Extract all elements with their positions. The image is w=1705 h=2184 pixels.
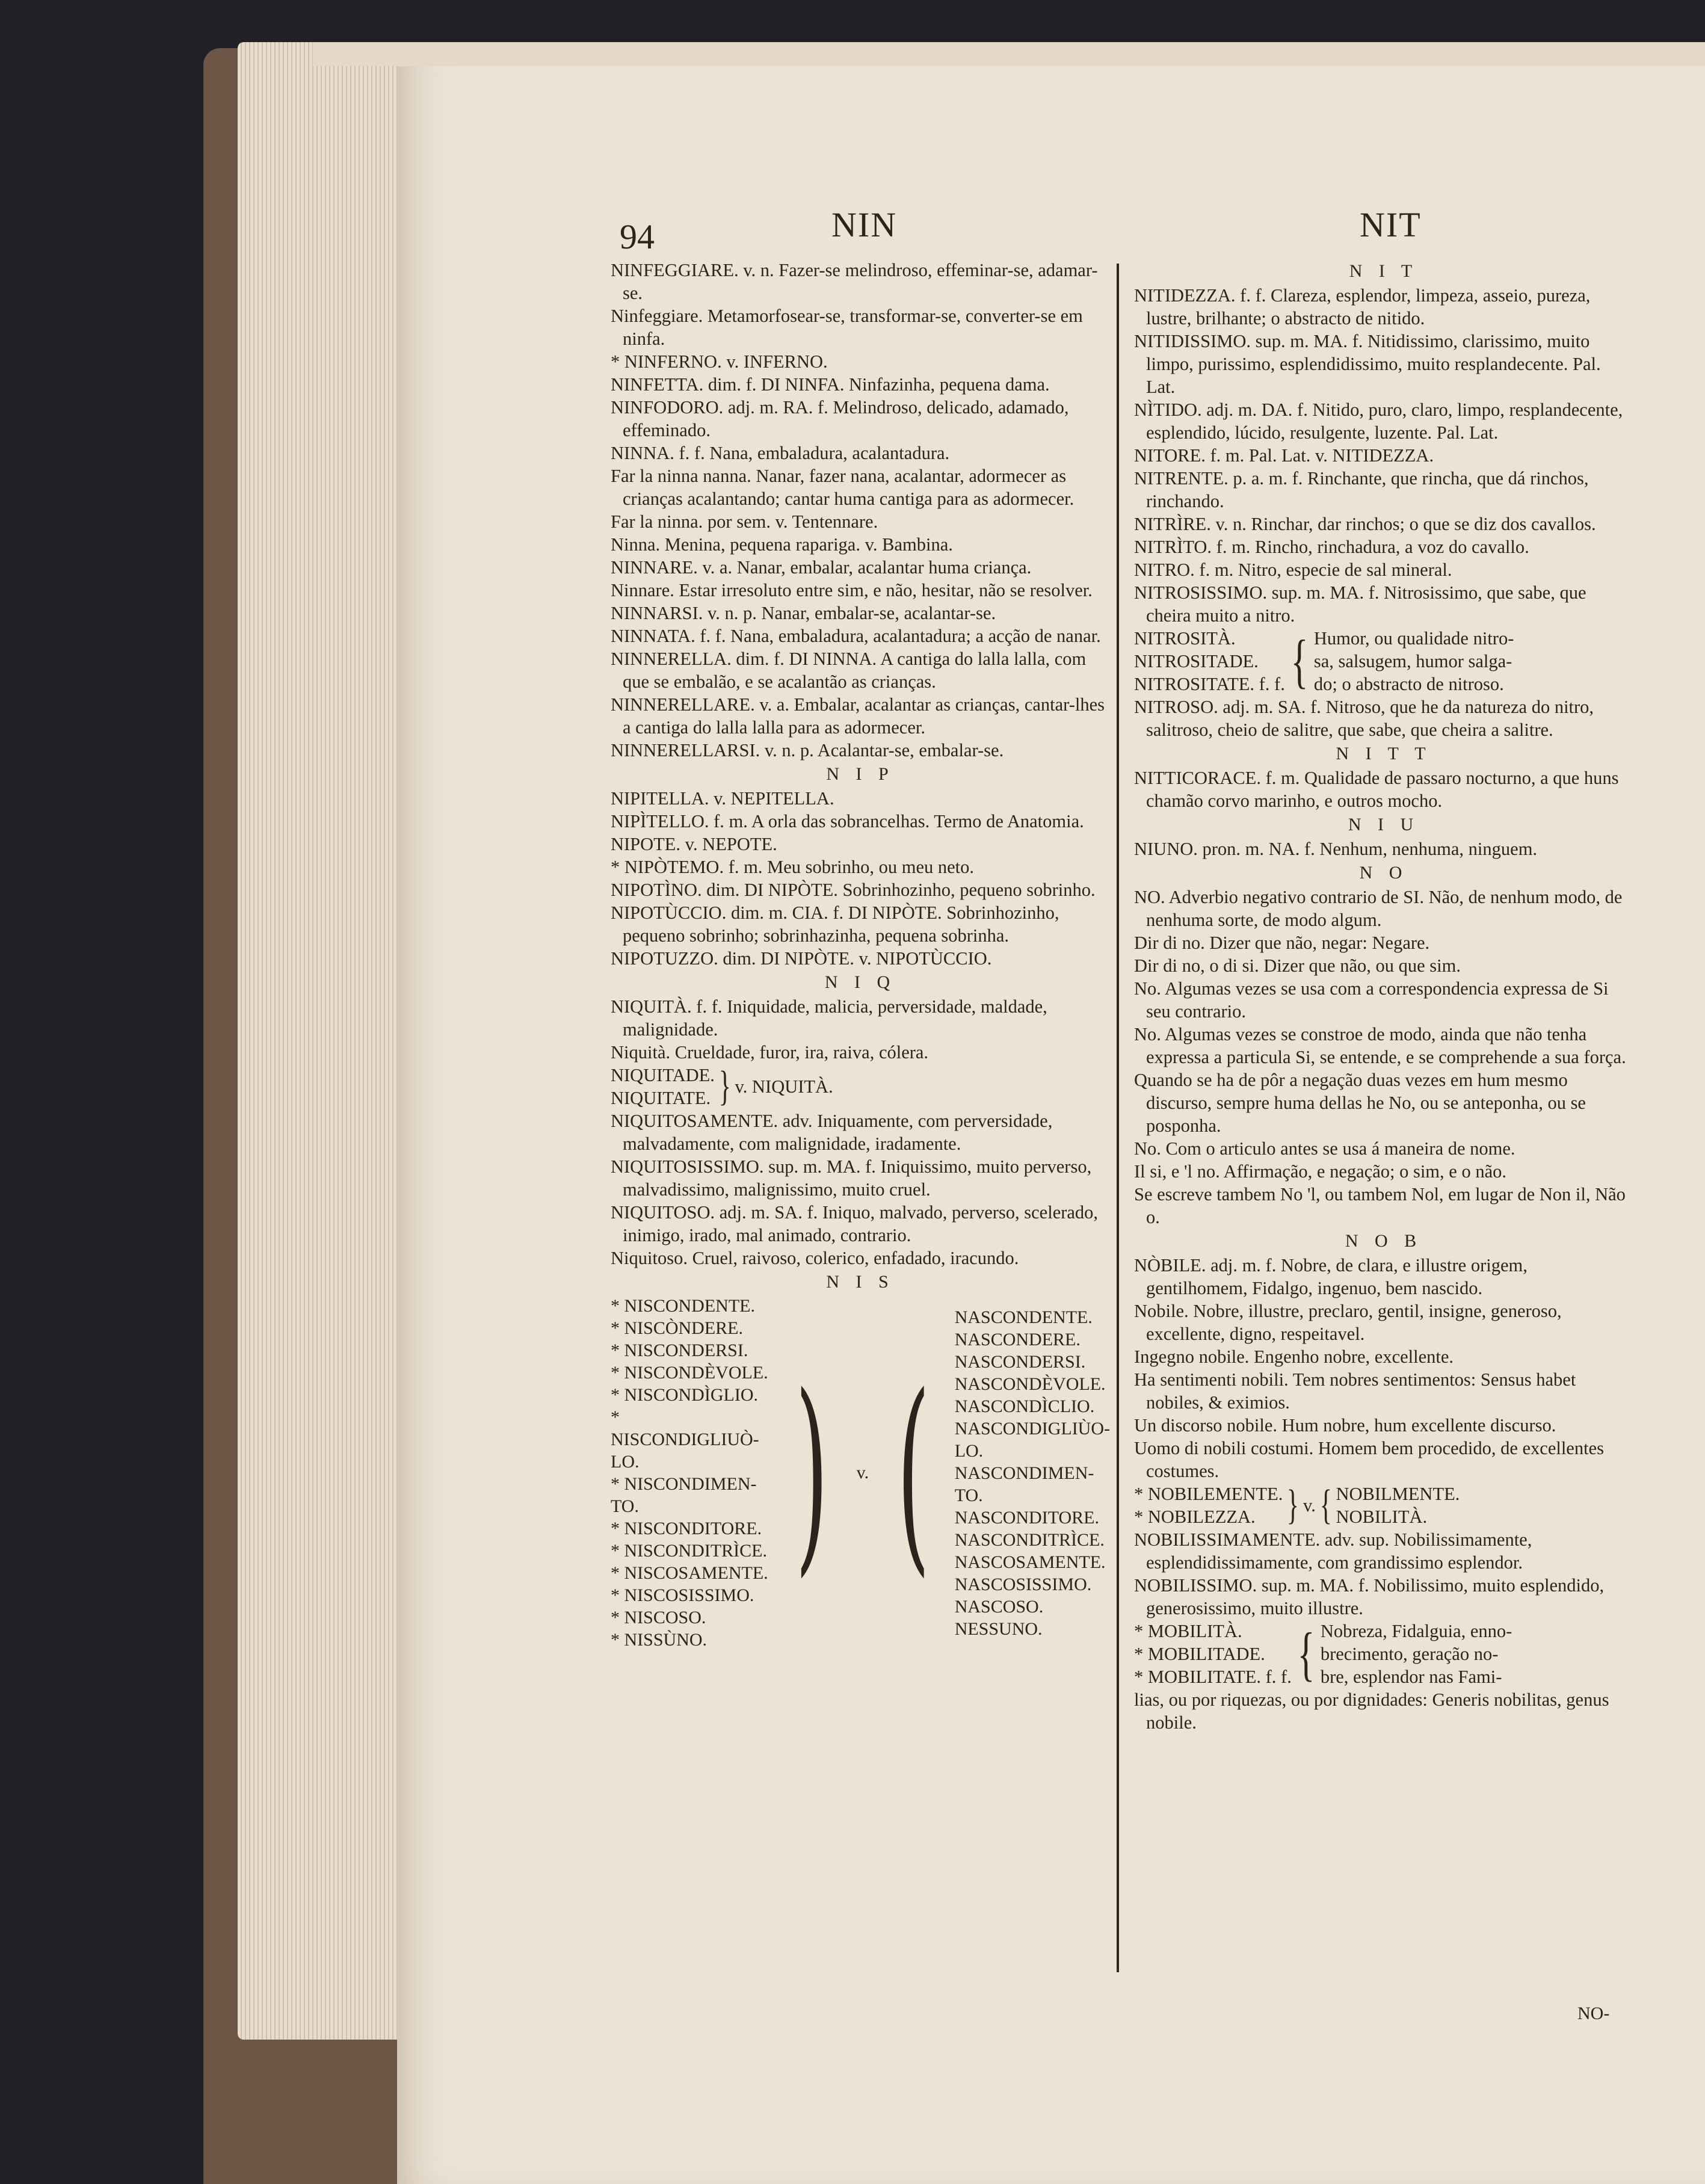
dictionary-entry: NINNARE. v. a. Nanar, embalar, acalantar huma criança. <box>611 557 1032 578</box>
nas-target: NASCONDERSI. <box>954 1351 1086 1372</box>
section-heading: N I T <box>1349 261 1419 281</box>
nis-headword: * NISSÙNO. <box>611 1630 708 1650</box>
brace-targets <box>1336 1482 1460 1528</box>
entries-group <box>1134 767 1633 812</box>
brace: { <box>1297 1620 1315 1687</box>
nis-headword: * NISCONDIMEN- <box>611 1474 757 1494</box>
dictionary-entry: Dir di no, o di si. Dizer que não, ou que sim. <box>1134 955 1461 976</box>
dictionary-entry: NÌTIDO. adj. m. DA. f. Nitido, puro, claro, limpo, resplandecente, esplendido, lúcido, resulgente, luzente. Pal. Lat. <box>1134 399 1623 443</box>
left-brace: ( <box>897 1350 930 1596</box>
dictionary-entry: NIQUITOSAMENTE. adv. Iniquamente, com perversidade, malvadamente, com malignidade, iradamente. <box>611 1111 1053 1154</box>
dictionary-entry: NINNERELLARSI. v. n. p. Acalantar-se, embalar-se. <box>611 740 1004 760</box>
brace-names <box>611 1064 715 1109</box>
headword: NIQUITATE. <box>611 1088 711 1108</box>
nis-cross-reference-table <box>611 1295 1110 1651</box>
nis-headword: TO. <box>611 1496 639 1516</box>
headword: NIQUITADE. <box>611 1065 715 1085</box>
nis-headword: * NISCOSO. <box>611 1608 706 1627</box>
page-number: 94 <box>620 217 655 256</box>
nis-headword: * NISCÒNDERE. <box>611 1318 744 1338</box>
dictionary-entry: NITRÌTO. f. m. Rincho, rinchadura, a voz do cavallo. <box>1134 537 1529 557</box>
column-divider <box>1117 264 1119 1972</box>
nobile-cross-reference <box>1134 1482 1633 1528</box>
definition-line: do; o abstracto de nitroso. <box>1313 674 1504 694</box>
definition-line: brecimento, geração no- <box>1320 1644 1499 1664</box>
dictionary-entry: Un discorso nobile. Hum nobre, hum excellente discurso. <box>1134 1415 1556 1436</box>
dictionary-entry: NÒBILE. adj. m. f. Nobre, de clara, e illustre origem, gentilhomem, Fidalgo, ingenuo, bem nascido. <box>1134 1255 1528 1298</box>
dictionary-entry: NITRO. f. m. Nitro, especie de sal mineral. <box>1134 560 1452 580</box>
nis-headword: * NISCONDITORE. <box>611 1519 762 1538</box>
brace: } <box>1287 1482 1300 1528</box>
nas-targets <box>955 1306 1110 1640</box>
dictionary-entry: Far la ninna. por sem. v. Tentennare. <box>611 511 878 532</box>
dictionary-entry: NIPOTÙCCIO. dim. m. CIA. f. DI NIPÒTE. Sobrinhozinho, pequeno sobrinho; sobrinhazinha, pequena sobrinha. <box>611 902 1059 946</box>
dictionary-entry: Ninfeggiare. Metamorfosear-se, transformar-se, converter-se em ninfa. <box>611 306 1083 349</box>
dictionary-entry: NINNA. f. f. Nana, embaladura, acalantadura. <box>611 443 950 463</box>
brace-definition <box>1314 627 1514 696</box>
dictionary-entry: NINFEGGIARE. v. n. Fazer-se melindroso, effeminar-se, adamar-se. <box>611 260 1098 303</box>
nas-target: NASCONDENTE. <box>954 1307 1093 1327</box>
nas-target: NASCONDERE. <box>954 1329 1081 1350</box>
dictionary-entry: NOBILISSIMAMENTE. adv. sup. Nobilissimamente, esplendidissimamente, com grandissimo esplendor. <box>1134 1529 1532 1573</box>
headword: * MOBILITATE. f. f. <box>1134 1667 1292 1687</box>
entries-group <box>611 787 1110 970</box>
left-running-head: NIN <box>831 205 898 244</box>
entries-group <box>1134 838 1633 860</box>
dictionary-entry: NINNERELLA. dim. f. DI NINNA. A cantiga do lalla lalla, com que se embalão, e se acalantão as crianças. <box>611 649 1087 692</box>
nis-braces <box>771 1350 955 1596</box>
dictionary-entry: NIQUITOSISSIMO. sup. m. MA. f. Iniquissimo, muito perverso, malvadissimo, malignissimo, muito cruel. <box>611 1156 1092 1200</box>
nis-headword: * NISCOSISSIMO. <box>611 1585 754 1605</box>
dictionary-entry: NIPOTÌNO. dim. DI NIPÒTE. Sobrinhozinho, pequeno sobrinho. <box>611 880 1096 900</box>
nas-target: NASCONDITRÌCE. <box>954 1529 1105 1550</box>
headword: * MOBILITÀ. <box>1134 1621 1242 1641</box>
dictionary-entry: Nobile. Nobre, illustre, preclaro, gentil, insigne, generoso, excellente, digno, respeitavel. <box>1134 1301 1562 1344</box>
dictionary-entry: NITRÌRE. v. n. Rinchar, dar rinchos; o que se diz dos cavallos. <box>1134 514 1596 534</box>
headword: NITROSITADE. <box>1134 651 1259 671</box>
dictionary-entry: NINFODORO. adj. m. RA. f. Melindroso, delicado, adamado, effeminado. <box>611 397 1069 440</box>
dictionary-entry: NO. Adverbio negativo contrario de SI. Não, de nenhum modo, de nenhuma sorte, de modo algum. <box>1134 887 1623 930</box>
brace: { <box>1290 628 1309 694</box>
section-heading: N I S <box>826 1272 895 1292</box>
brace-names <box>1134 1620 1292 1688</box>
dictionary-entry: Il si, e 'l no. Affirmação, e negação; o sim, e o não. <box>1134 1161 1506 1182</box>
brace-names <box>1134 1482 1283 1528</box>
entries-group <box>611 259 1110 762</box>
dictionary-entry: Niquitoso. Cruel, raivoso, colerico, enfadado, iracundo. <box>611 1248 1019 1268</box>
nis-headword: * NISCONDENTE. <box>611 1296 755 1316</box>
definition-line: Humor, ou qualidade nitro- <box>1313 628 1514 649</box>
dictionary-entry: NIPÌTELLO. f. m. A orla das sobrancelhas. Termo de Anatomia. <box>611 811 1084 831</box>
section-heading: N O <box>1359 863 1408 883</box>
dictionary-entry: NINNATA. f. f. Nana, embaladura, acalantadura; a acção de nanar. <box>611 626 1101 646</box>
dictionary-entry: NITROSO. adj. m. SA. f. Nitroso, que he da natureza do nitro, salitroso, cheio de salitre, que sabe, que cheira a salitre. <box>1134 697 1594 740</box>
right-column <box>1134 259 1633 1734</box>
right-brace: ) <box>795 1350 828 1596</box>
brace: } <box>718 1063 731 1109</box>
headword: * NOBILEZZA. <box>1134 1507 1256 1527</box>
section-heading: N O B <box>1345 1231 1423 1251</box>
running-header <box>608 205 1456 256</box>
entries-group <box>1134 696 1633 741</box>
cross-reference: v. <box>856 1463 869 1482</box>
definition-line: sa, salsugem, humor salga- <box>1313 651 1512 671</box>
target: NOBILITÀ. <box>1336 1507 1428 1527</box>
nis-headword: * NISCONDIGLIUÒ- <box>611 1407 759 1449</box>
target: NOBILMENTE. <box>1336 1484 1460 1504</box>
page-top-edge <box>313 42 1705 66</box>
nas-target: NESSUNO. <box>954 1618 1043 1639</box>
dictionary-entry: Ninnare. Estar irresoluto entre sim, e não, hesitar, não se resolver. <box>611 580 1093 600</box>
nas-target: NASCOSISSIMO. <box>954 1574 1092 1594</box>
definition-line: bre, esplendor nas Fami- <box>1320 1667 1502 1687</box>
dictionary-entry: Ninna. Menina, pequena rapariga. v. Bambina. <box>611 534 953 555</box>
dictionary-entry: Dir di no. Dizer que não, negar: Negare. <box>1134 933 1430 953</box>
dictionary-entry: NIQUITOSO. adj. m. SA. f. Iniquo, malvado, perverso, scelerado, inimigo, irado, mal animado, contrario. <box>611 1202 1099 1245</box>
mobilita-group <box>1134 1620 1633 1688</box>
nas-target: TO. <box>954 1485 983 1505</box>
nas-target: NASCONDIMEN- <box>954 1463 1094 1483</box>
nis-headword: * NISCONDÈVOLE. <box>611 1363 768 1383</box>
brace-definition <box>1321 1620 1512 1688</box>
brace-names <box>1134 627 1285 696</box>
brace: { <box>1319 1482 1332 1528</box>
entries-group <box>1134 1254 1633 1482</box>
dictionary-entry: Niquità. Crueldade, furor, ira, raiva, cólera. <box>611 1042 929 1063</box>
nis-headword: * NISCOSAMENTE. <box>611 1563 768 1583</box>
dictionary-entry: NIQUITÀ. f. f. Iniquidade, malicia, perversidade, maldade, malignidade. <box>611 996 1047 1040</box>
dictionary-entry: NIPOTUZZO. dim. DI NIPÒTE. v. NIPOTÙCCIO. <box>611 948 992 969</box>
headword: * MOBILITADE. <box>1134 1644 1265 1664</box>
catchword: NO- <box>1577 2004 1610 2023</box>
nas-target: NASCONDÈVOLE. <box>954 1374 1106 1394</box>
cross-reference: v. NIQUITÀ. <box>735 1076 833 1097</box>
entries-group <box>1134 886 1633 1229</box>
dictionary-entry: NIUNO. pron. m. NA. f. Nenhum, nenhuma, ninguem. <box>1134 839 1538 859</box>
dictionary-entry: NITRENTE. p. a. m. f. Rinchante, que rincha, que dá rinchos, rinchando. <box>1134 468 1589 511</box>
nis-headword: * NISCONDITRÌCE. <box>611 1541 767 1561</box>
headword: NITROSITÀ. <box>1134 628 1236 649</box>
dictionary-entry: Uomo di nobili costumi. Homem bem procedido, de excellentes costumes. <box>1134 1438 1604 1481</box>
dictionary-entry: Se escreve tambem No 'l, ou tambem Nol, em lugar de Non il, Não o. <box>1134 1184 1626 1227</box>
dictionary-entry: No. Com o articulo antes se usa á maneira de nome. <box>1134 1138 1515 1159</box>
dictionary-entry: NIPITELLA. v. NEPITELLA. <box>611 788 834 809</box>
dictionary-entry: NITORE. f. m. Pal. Lat. v. NITIDEZZA. <box>1134 445 1434 466</box>
dictionary-entry: NINNARSI. v. n. p. Nanar, embalar-se, acalantar-se. <box>611 603 996 623</box>
dictionary-entry: NINNERELLARE. v. a. Embalar, acalantar as crianças, cantar-lhes a cantiga do lalla lalla para as adormecer. <box>611 694 1105 738</box>
dictionary-entry: Ha sentimenti nobili. Tem nobres sentimentos: Sensus habet nobiles, & eximios. <box>1134 1369 1576 1413</box>
dictionary-entry: NITIDISSIMO. sup. m. MA. f. Nitidissimo, clarissimo, muito limpo, purissimo, esplendidissimo, muito resplandecente. Pal. Lat. <box>1134 331 1601 397</box>
dictionary-entry: Ingegno nobile. Engenho nobre, excellente. <box>1134 1346 1454 1367</box>
entries-group <box>1134 284 1633 627</box>
nitrosita-group <box>1134 627 1633 696</box>
dictionary-entry: Far la ninna nanna. Nanar, fazer nana, acalantar, adormecer as crianças acalantando; cantar huma cantiga para as adormecer. <box>611 466 1074 509</box>
nas-target: NASCOSAMENTE. <box>954 1552 1106 1572</box>
nis-headwords <box>611 1295 771 1651</box>
dictionary-entry: No. Algumas vezes se constroe de modo, ainda que não tenha expressa a particula Si, se entende, e se comprehende a sua força. <box>1134 1024 1626 1067</box>
nas-target: NASCONDÌCLIO. <box>954 1396 1095 1416</box>
dictionary-entry: NOBILISSIMO. sup. m. MA. f. Nobilissimo, muito esplendido, generosissimo, muito illustre. <box>1134 1575 1605 1618</box>
nis-headword: LO. <box>611 1452 640 1472</box>
section-heading: N I T T <box>1336 744 1432 763</box>
dictionary-entry: NIPOTE. v. NEPOTE. <box>611 834 777 854</box>
section-heading: N I U <box>1348 815 1420 834</box>
right-running-head: NIT <box>1360 205 1422 244</box>
nas-target: LO. <box>954 1440 984 1461</box>
dictionary-entry: * NIPÒTEMO. f. m. Meu sobrinho, ou meu neto. <box>611 857 975 877</box>
entries-group <box>1134 1688 1633 1734</box>
headword: NITROSITATE. f. f. <box>1134 674 1285 694</box>
entries-group <box>611 995 1110 1064</box>
section-heading: N I P <box>826 764 895 784</box>
nas-target: NASCOSO. <box>954 1596 1044 1617</box>
nis-headword: * NISCONDÌGLIO. <box>611 1385 758 1405</box>
section-heading: N I Q <box>824 972 896 992</box>
dictionary-entry: * NINFERNO. v. INFERNO. <box>611 351 828 372</box>
entries-group <box>611 1109 1110 1269</box>
nas-target: NASCONDITORE. <box>954 1507 1099 1528</box>
entries-group <box>1134 1528 1633 1620</box>
cross-reference: v. <box>1303 1495 1316 1516</box>
definition-line: Nobreza, Fidalguia, enno- <box>1320 1621 1512 1641</box>
headword: * NOBILEMENTE. <box>1134 1484 1283 1504</box>
niquitade-cross-reference <box>611 1064 1110 1109</box>
dictionary-entry: No. Algumas vezes se usa com a correspondencia expressa de Si seu contrario. <box>1134 978 1609 1022</box>
dictionary-entry: Quando se ha de pôr a negação duas vezes em hum mesmo discurso, sempre huma dellas he No, ou se anteponha, ou se posponha. <box>1134 1070 1586 1136</box>
page-edges <box>238 42 421 2040</box>
dictionary-entry: NITIDEZZA. f. f. Clareza, esplendor, limpeza, asseio, pureza, lustre, brilhante; o abstracto de nitido. <box>1134 285 1591 329</box>
left-column <box>611 259 1110 1651</box>
dictionary-entry: NINFETTA. dim. f. DI NINFA. Ninfazinha, pequena dama. <box>611 374 1050 395</box>
dictionary-entry: NITTICORACE. f. m. Qualidade de passaro nocturno, a que huns chamão corvo marinho, e outros mocho. <box>1134 768 1619 811</box>
nis-headword: * NISCONDERSI. <box>611 1340 748 1360</box>
dictionary-entry: NITROSISSIMO. sup. m. MA. f. Nitrosissimo, que sabe, que cheira muito a nitro. <box>1134 582 1586 626</box>
nas-target: NASCONDIGLIÙO- <box>954 1418 1110 1439</box>
dictionary-entry: lias, ou por riquezas, ou por dignidades: Generis nobilitas, genus nobile. <box>1134 1689 1609 1733</box>
